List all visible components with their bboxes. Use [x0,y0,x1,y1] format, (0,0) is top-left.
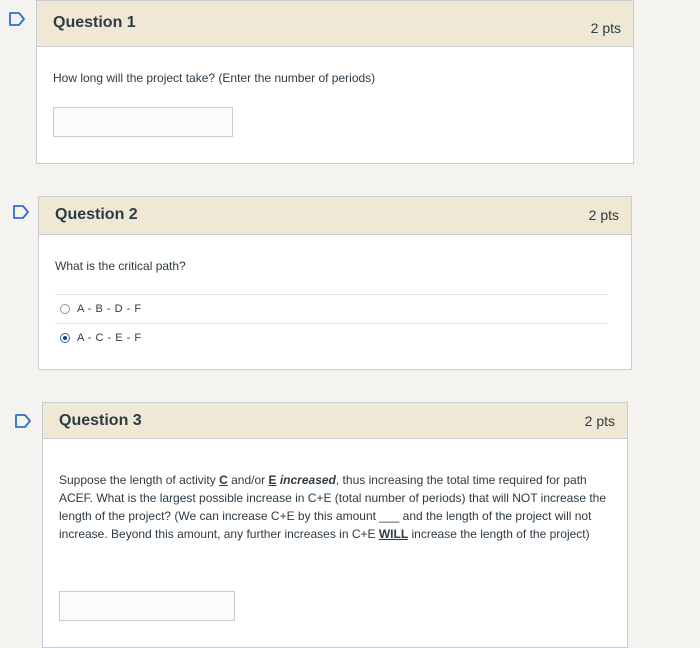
option-label: A - B - D - F [77,303,142,315]
text-segment: Suppose the length of activity [59,473,220,487]
question-1-header [37,1,633,47]
text-segment: , thus increasing the total time required for path ACEF. What is the largest possible increase in C+E (total number of periods) that will NOT increase the length of the project? (We can increase C+E by this amount ___ and the length of the project will not increase. Beyond this amount, any further increases in C+E [59,473,607,541]
question-2-text: What is the critical path? [55,259,186,273]
answer-option-selected[interactable] [55,323,607,353]
question-3-points: 2 pts [584,413,615,429]
activity-e-label: E [268,473,277,487]
increased-emphasis: increased [279,473,336,487]
question-1-card [36,0,634,164]
option-label: A - C - E - F [77,332,142,344]
question-1-answer-input[interactable] [53,107,233,137]
question-2-title: Question 2 [55,206,138,223]
will-emphasis: WILL [378,527,409,541]
question-2-card [38,196,632,370]
question-1-text: How long will the project take? (Enter the number of periods) [53,71,376,85]
question-3-card [42,402,628,648]
activity-c-label: C [219,473,228,487]
question-1-title: Question 1 [53,14,136,31]
question-3-answer-input[interactable] [59,591,235,621]
radio-button-icon[interactable] [60,304,70,314]
answer-option[interactable] [55,294,607,324]
flag-question-icon[interactable] [14,414,32,428]
flag-question-icon[interactable] [12,205,30,219]
flag-question-icon[interactable] [8,12,26,26]
radio-button-selected-icon[interactable] [60,333,70,343]
question-2-header [39,197,631,235]
text-segment: and/or [227,473,269,487]
text-segment: increase the length of the project) [408,527,590,541]
question-2-points: 2 pts [588,207,619,223]
question-3-text [59,471,614,543]
question-1-points: 2 pts [590,20,621,36]
question-3-title: Question 3 [59,412,142,429]
question-3-header [43,403,627,439]
